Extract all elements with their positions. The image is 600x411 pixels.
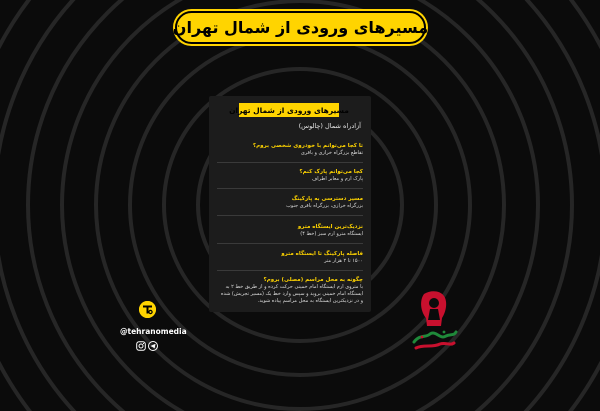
divider	[217, 188, 363, 189]
social-handle: @tehranomedia	[120, 327, 187, 336]
qa-answer: بزرگراه خرازی، بزرگراه باقری جنوب	[286, 203, 363, 209]
card-subtitle: آزادراه شمال (چالوس)	[298, 122, 361, 130]
qa-item	[217, 168, 363, 189]
qa-answer: ایستگاه مترو ارم سبز (خط ۴)	[300, 231, 363, 237]
qa-item	[217, 195, 363, 216]
divider	[217, 162, 363, 163]
qa-item	[217, 142, 363, 163]
page-title	[172, 11, 429, 44]
divider	[217, 215, 363, 216]
qa-item	[217, 223, 363, 244]
qa-question: نزدیک‌ترین ایستگاه مترو	[297, 224, 363, 230]
qa-item	[217, 250, 363, 271]
telegram-icon[interactable]	[148, 341, 158, 351]
tehrano-logo-icon	[139, 301, 156, 318]
qa-question: چگونه به محل مراسم (مصلی) بروم؟	[263, 277, 363, 283]
qa-question: فاصله پارکینگ تا ایستگاه مترو	[281, 251, 363, 257]
divider	[217, 243, 363, 244]
qa-question: کجا می‌توانم پارک کنم؟	[299, 169, 363, 175]
divider	[217, 270, 363, 271]
ayandeh-iran-logo	[410, 290, 458, 353]
qa-item	[217, 276, 363, 305]
qa-answer: با متروی ارم ایستگاه امام خمینی حرکت کرده و از طریق خط ۲ به ایستگاه امام خمینی بروید و سپس وارد خط یک (مسیر تجریش) شده و در نزدیکترین ایستگاه به محل مراسم پیاده شوید.	[220, 284, 363, 304]
qa-answer: ۱۵۰۰ تا ۲ هزار متر	[324, 258, 363, 264]
qa-answer: پارک ارم و معابر اطراف	[312, 176, 363, 182]
qa-question: تا کجا می‌توانم با خودروی شخصی بروم؟	[252, 143, 363, 149]
qa-question: مسیر دسترسی به پارکینگ	[291, 196, 363, 202]
page-title-text: مسیرهای ورودی از شمال تهران	[172, 18, 429, 37]
card-title: مسیرهای ورودی از شمال تهران	[239, 103, 339, 117]
info-card	[209, 96, 371, 312]
instagram-icon[interactable]	[136, 341, 146, 351]
qa-answer: تقاطع بزرگراه خرازی و باقری	[300, 150, 363, 156]
